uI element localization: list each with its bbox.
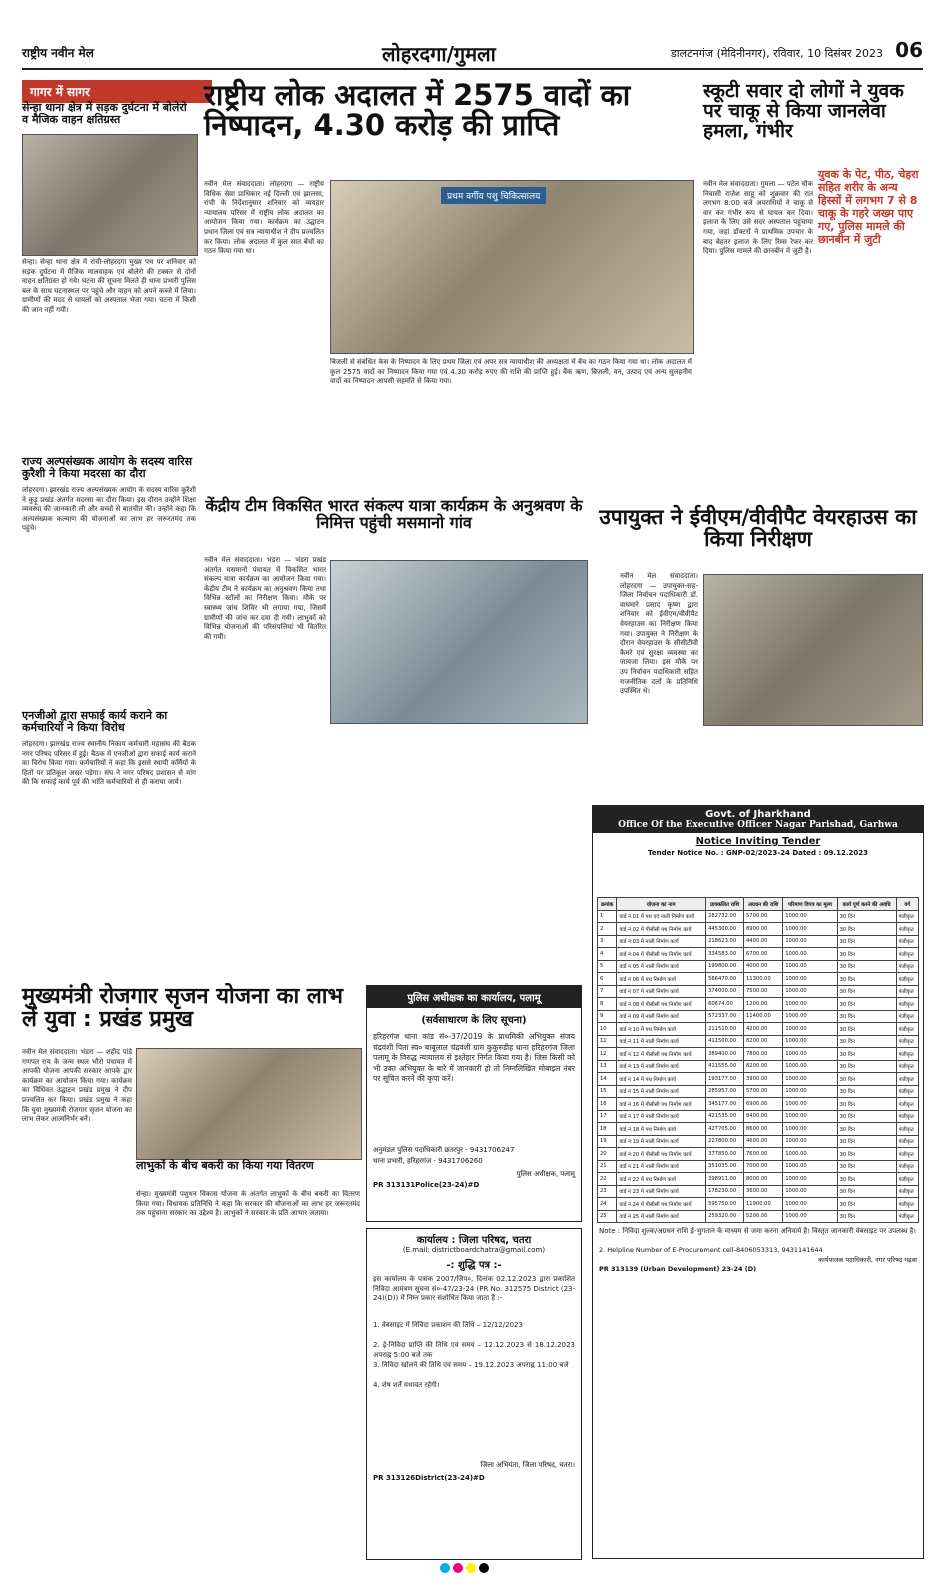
tender-office: Office Of the Executive Officer Nagar Parishad, Garhwa — [618, 820, 898, 830]
tender-cell: वार्ड नं 10 में पथ निर्माण कार्य — [617, 1023, 706, 1036]
tender-cell: 30 दिन — [837, 1160, 896, 1173]
tender-column-header: क्रमांक — [598, 898, 617, 911]
tender-cell: 6900.00 — [744, 1098, 783, 1111]
tender-row — [598, 1085, 919, 1098]
tender-row — [598, 1160, 919, 1173]
tender-cell: 227800.00 — [706, 1135, 744, 1148]
tender-cell: 595750.00 — [706, 1198, 744, 1211]
dateline: डालटनगंज (मेदिनीनगर), रविवार, 10 दिसंबर 2023 — [670, 47, 883, 60]
tender-cell: 9 — [598, 1010, 617, 1023]
tender-column-header: प्राक्कलित राशि — [706, 898, 744, 911]
tender-cell: 6 — [598, 973, 617, 986]
lok-adalat-headline: राष्ट्रीय लोक अदालत में 2575 वादों का निष्पादन, 4.30 करोड़ की प्राप्ति — [204, 78, 631, 143]
tender-cell: 22 — [598, 1173, 617, 1186]
tender-cell: 30 दिन — [837, 1123, 896, 1136]
tender-cell: वार्ड नं 06 में पथ निर्माण कार्य — [617, 973, 706, 986]
stabbing-headline: स्कूटी सवार दो लोगों ने युवक पर चाकू से किया जानलेवा हमला, गंभीर — [703, 80, 904, 142]
tender-cell: 1000.00 — [783, 1110, 837, 1123]
tender-cell: 218623.00 — [706, 935, 744, 948]
print-registration-marks — [440, 1558, 492, 1577]
tender-cell: वार्ड नं 18 में पथ निर्माण कार्य — [617, 1123, 706, 1136]
tender-cell: 1000.00 — [783, 1123, 837, 1136]
tender-cell: वार्ड नं 13 में नाली निर्माण कार्य — [617, 1060, 706, 1073]
tender-cell: वार्ड नं 16 में पीसीसी पथ निर्माण कार्य — [617, 1098, 706, 1111]
tender-number: Tender Notice No. : GNP-02/2023-24 Dated : 09.12.2023 — [648, 849, 868, 857]
section-title: गागर में सागर — [22, 80, 212, 103]
tender-cell: पंजीकृत — [896, 1210, 918, 1223]
tender-cell: 4600.00 — [744, 1135, 783, 1148]
zila-notice-subtitle: -: शुद्धि पत्र :- — [446, 1260, 502, 1271]
tender-cell: 30 दिन — [837, 1185, 896, 1198]
tender-cell: 8200.00 — [744, 1060, 783, 1073]
tender-cell: 1000.00 — [783, 985, 837, 998]
zila-item: 2. ई-निविदा प्राप्ति की तिथि एवं समय – 12.12.2023 से 18.12.2023 अपराह्न 5:00 बजे तक — [373, 1341, 575, 1359]
zila-item: 3. निविदा खोलने की तिथि एवं समय – 19.12.2023 अपराह्न 11:00 बजे — [373, 1361, 569, 1369]
tender-cell: पंजीकृत — [896, 985, 918, 998]
tender-cell: पंजीकृत — [896, 1060, 918, 1073]
tender-cell: 30 दिन — [837, 1173, 896, 1186]
tender-cell: 11400.00 — [744, 1010, 783, 1023]
tender-row — [598, 1048, 919, 1061]
tender-cell: 1000.00 — [783, 1035, 837, 1048]
tender-cell: पंजीकृत — [896, 935, 918, 948]
tender-row — [598, 1148, 919, 1161]
tender-cell: पंजीकृत — [896, 1110, 918, 1123]
tender-row — [598, 923, 919, 936]
section-name: लोहरदगा/गुमला — [382, 42, 496, 66]
tender-cell: 30 दिन — [837, 1210, 896, 1223]
tender-cell: 13 — [598, 1060, 617, 1073]
tender-cell: 5700.00 — [744, 1085, 783, 1098]
tender-cell: 3600.00 — [744, 1185, 783, 1198]
tender-cell: वार्ड नं 17 में नाली निर्माण कार्य — [617, 1110, 706, 1123]
tender-row — [598, 1210, 919, 1223]
tender-cell: 1000.00 — [783, 1173, 837, 1186]
clinic-banner: प्रथम वर्गीय पशु चिकित्सालय — [441, 187, 546, 204]
tender-cell: 1000.00 — [783, 960, 837, 973]
tender-cell: वार्ड नं 14 में पथ निर्माण कार्य — [617, 1073, 706, 1086]
tender-cell: 14 — [598, 1073, 617, 1086]
tender-cell: 5 — [598, 960, 617, 973]
tender-cell: 1000.00 — [783, 1148, 837, 1161]
tender-cell: 8 — [598, 998, 617, 1011]
cm-scheme-body: नवीन मेल संवाददाता। भंडरा — शहीद पांडे गणपत राय के जन्म स्थल भौरो पंचायत में आपकी योजना आपकी सरकार आपके द्वार कार्यक्रम का आयोजन किया गया। कार्यक्रम का विधिवत उद्घाटन प्रखंड प्रमुख ने दीप प्रज्वलित कर किया। प्रखंड प्रमुख ने कहा कि युवा मुख्यमंत्री रोजगार सृजन योजना का लाभ लेकर आत्मनिर्भर बनें। — [22, 1048, 132, 1124]
tender-cell: 7 — [598, 985, 617, 998]
tender-cell: पंजीकृत — [896, 998, 918, 1011]
tender-row — [598, 910, 919, 923]
tender-cell: 17 — [598, 1110, 617, 1123]
story3-headline: एनजीओ द्वारा सफाई कार्य कराने का कर्मचारियों ने किया विरोध — [22, 709, 168, 734]
accident-photo — [22, 134, 198, 256]
tender-cell: 30 दिन — [837, 1098, 896, 1111]
evm-headline: उपायुक्त ने ईवीएम/वीवीपैट वेयरहाउस का किया निरीक्षण — [599, 505, 917, 552]
tender-cell: पंजीकृत — [896, 1123, 918, 1136]
tender-cell: 11 — [598, 1035, 617, 1048]
tender-cell: 1000.00 — [783, 1185, 837, 1198]
tender-header — [593, 806, 923, 833]
tender-cell: 411555.00 — [706, 1060, 744, 1073]
tender-cell: 30 दिन — [837, 1010, 896, 1023]
tender-row — [598, 948, 919, 961]
stabbing-body: नवीन मेल संवाददाता। गुमला — पटेल चौक निवासी राजेश साहू को शुक्रवार की रात लगभग 8:00 बजे अपराधियों ने चाकू से वार कर गंभीर रूप से घायल कर दिया। इलाज के लिए उसे सदर अस्पताल पहुंचाया गया, जहां डॉक्टरों ने प्राथमिक उपचार के बाद बेहतर इलाज के लिए रिम्स रेफर कर दिया। पुलिस मामले की छानबीन में जुटी है। — [703, 180, 813, 256]
lok-adalat-body-2: बिजली से संबंधित केस के निष्पादन के लिए प्रथम जिला एवं अपर सत्र न्यायाधीश की अध्यक्षता में बेंच का गठन किया गया था। लोक अदालत में कुल 2575 वादों का निष्पादन किया गया एवं 4.30 करोड़ रुपए की राशि की प्राप्ति हुई। बैंक ऋण, बिजली, वन, उत्पाद एवं अन्य सुलहनीय वादों का निष्पादन आपसी सहमति से किया गया। — [330, 358, 692, 386]
tender-cell: 199800.00 — [706, 960, 744, 973]
tender-cell: 21 — [598, 1160, 617, 1173]
tender-cell: 3 — [598, 935, 617, 948]
tender-gov: Govt. of Jharkhand — [705, 809, 811, 820]
tender-column-header: योजना का नाम — [617, 898, 706, 911]
tender-cell: वार्ड नं 05 में नाली निर्माण कार्य — [617, 960, 706, 973]
zila-signature: जिला अभियंता, जिला परिषद, चतरा। — [480, 1461, 575, 1469]
tender-row — [598, 960, 919, 973]
tender-body — [598, 910, 919, 1223]
tender-cell: 15 — [598, 1085, 617, 1098]
tender-cell: 389400.00 — [706, 1048, 744, 1061]
tender-row — [598, 1135, 919, 1148]
tender-cell: 1000.00 — [783, 998, 837, 1011]
tender-cell: 30 दिन — [837, 1035, 896, 1048]
tender-cell: 11900.00 — [744, 1198, 783, 1211]
goat-headline: लाभुकों के बीच बकरी का किया गया वितरण — [136, 1159, 314, 1172]
page-number: 06 — [895, 38, 923, 62]
tender-cell: पंजीकृत — [896, 973, 918, 986]
police-contact-2: थाना प्रभारी, हरिहरगंज - 9431706260 — [373, 1157, 483, 1165]
tender-cell: 1000.00 — [783, 973, 837, 986]
tender-cell: पंजीकृत — [896, 1160, 918, 1173]
tender-cell: पंजीकृत — [896, 1085, 918, 1098]
tender-cell: 10 — [598, 1023, 617, 1036]
tender-pr: PR 313139 (Urban Development) 23-24 (D) — [599, 1265, 757, 1273]
tender-cell: 8900.00 — [744, 923, 783, 936]
tender-cell: 30 दिन — [837, 948, 896, 961]
tender-row — [598, 1185, 919, 1198]
tender-cell: वार्ड नं 11 में नाली निर्माण कार्य — [617, 1035, 706, 1048]
tender-cell: पंजीकृत — [896, 1073, 918, 1086]
tender-row — [598, 973, 919, 986]
tender-cell: 8200.00 — [744, 1035, 783, 1048]
tender-cell: 1000.00 — [783, 1160, 837, 1173]
tender-cell: 30 दिन — [837, 1085, 896, 1098]
tender-cell: 18 — [598, 1123, 617, 1136]
tender-cell: 20 — [598, 1148, 617, 1161]
tender-cell: 427705.00 — [706, 1123, 744, 1136]
tender-cell: वार्ड नं 20 में पीसीसी पथ निर्माण कार्य — [617, 1148, 706, 1161]
tender-title: Notice Inviting Tender — [695, 836, 821, 847]
tender-cell: 1000.00 — [783, 910, 837, 923]
tender-cell: 1000.00 — [783, 1098, 837, 1111]
police-pr: PR 313131Police(23-24)#D — [373, 1181, 480, 1189]
tender-cell: 1000.00 — [783, 1010, 837, 1023]
zila-notice — [366, 1228, 582, 1560]
tender-cell: 30 दिन — [837, 1060, 896, 1073]
tender-cell: 193177.00 — [706, 1073, 744, 1086]
tender-cell: 1000.00 — [783, 1048, 837, 1061]
tender-cell: वार्ड नं 24 में पीसीसी पथ निर्माण कार्य — [617, 1198, 706, 1211]
tender-cell: 23 — [598, 1185, 617, 1198]
tender-row — [598, 1060, 919, 1073]
story1-body: सेन्हा। सेन्हा थाना क्षेत्र में रांची-लोहरदगा मुख्य पथ पर शनिवार को सड़क दुर्घटना में मैजिक मालवाहक एवं बोलेरो की टक्कर से दोनों वाहन क्षतिग्रस्त हो गये। घटना की सूचना मिलते ही थाना प्रभारी पुलिस बल के साथ घटनास्थल पर पहुंचे और वाहन को अपने कब्जे में लिया। ग्रामीणों की मदद से घायलों को अस्पताल भेजा गया। घटना में किसी की जान नहीं गयी। — [22, 258, 196, 314]
tender-cell: 30 दिन — [837, 960, 896, 973]
tender-row — [598, 1198, 919, 1211]
tender-cell: 11300.00 — [744, 973, 783, 986]
tender-cell: पंजीकृत — [896, 1185, 918, 1198]
tender-cell: वार्ड नं 09 में नाली निर्माण कार्य — [617, 1010, 706, 1023]
tender-cell: वार्ड नं 15 में नाली निर्माण कार्य — [617, 1085, 706, 1098]
tender-row — [598, 1010, 919, 1023]
tender-cell: पंजीकृत — [896, 960, 918, 973]
tender-cell: पंजीकृत — [896, 910, 918, 923]
tender-row — [598, 998, 919, 1011]
tender-cell: 4 — [598, 948, 617, 961]
tender-cell: पंजीकृत — [896, 1098, 918, 1111]
tender-cell: 30 दिन — [837, 998, 896, 1011]
zila-item: 1. वेबसाइट में निविदा प्रकाशन की तिथि – 12/12/2023 — [373, 1321, 523, 1329]
police-notice-body: हरिहरगंज थाना कांड सं०-37/2019 के प्राथमिकी अभियुक्त संजय चंद्रवंशी पिता स्व० बाबूलाल चंद्रवंशी ग्राम कुकुरुडीह थाना हरिहरगंज जिला पलामू के विरुद्ध न्यायालय से इश्तेहार निर्गत किया गया है। जिस किसी को भी उक्त अभियुक्त के बारे में जानकारी हो तो निम्नलिखित मोबाइल नंबर पर सूचित करने की कृपा करें। — [373, 1032, 575, 1083]
tender-cell: 3900.00 — [744, 1073, 783, 1086]
tender-cell: 566470.00 — [706, 973, 744, 986]
story3-body: लोहरदगा। झारखंड राज्य स्थानीय निकाय कर्मचारी महासंघ की बैठक नगर परिषद परिसर में हुई। बैठक में एनजीओ द्वारा सफाई कार्य कराने का विरोध किया गया। कर्मचारियों ने कहा कि इससे स्थायी कर्मियों के हितों पर प्रतिकूल असर पड़ेगा। संघ ने नगर परिषद प्रशासन से मांग की कि सफाई कार्य पूर्व की भांति कर्मचारियों से ही कराया जाये। — [22, 740, 196, 787]
tender-signature: कार्यपालक पदाधिकारी, नगर परिषद गढ़वा — [818, 1256, 917, 1264]
story2-body: लोहरदगा। झारखंड राज्य अल्पसंख्यक आयोग के सदस्य वारिस कुरैशी ने कुड़ू प्रखंड अंतर्गत मदरसा का दौरा किया। इस दौरान उन्होंने शिक्षा व्यवस्था की जानकारी ली और बच्चों से बातचीत की। उन्होंने कहा कि अल्पसंख्यक कल्याण की योजनाओं का लाभ हर जरूरतमंद तक पहुंचे। — [22, 486, 196, 533]
stabbing-callout: युवक के पेट, पीठ, चेहरा सहित शरीर के अन्य हिस्सों में लगभग 7 से 8 चाकू के गहरे जख्म पाए गए, पुलिस मामले की छानबीन में जुटी — [818, 168, 919, 246]
tender-cell: 30 दिन — [837, 1148, 896, 1161]
tender-cell: 24 — [598, 1198, 617, 1211]
tender-cell: 30 दिन — [837, 1048, 896, 1061]
tender-cell: 1000.00 — [783, 1210, 837, 1223]
cm-scheme-photo — [136, 1048, 362, 1160]
masthead — [22, 38, 923, 70]
zila-notice-body: इस कार्यालय के पत्रांक 2007/जिप०, दिनांक 02.12.2023 द्वारा प्रकाशित निविदा आमंत्रण सूचना सं०-47/23-24 (PR No. 312575 District (23-24)(D)) में निम्न प्रकार संशोधित किया जाता है :- — [373, 1275, 575, 1303]
tender-cell: वार्ड नं 07 में नाली निर्माण कार्य — [617, 985, 706, 998]
tender-cell: 25 — [598, 1210, 617, 1223]
tender-cell: 30 दिन — [837, 1135, 896, 1148]
police-notice — [366, 985, 582, 1222]
tender-cell: 374000.00 — [706, 985, 744, 998]
tender-cell: 1 — [598, 910, 617, 923]
tender-cell: 572337.00 — [706, 1010, 744, 1023]
tender-cell: 30 दिन — [837, 985, 896, 998]
tender-cell: वार्ड नं 21 में नाली निर्माण कार्य — [617, 1160, 706, 1173]
tender-cell: 398911.00 — [706, 1173, 744, 1186]
tender-cell: 4200.00 — [744, 1023, 783, 1036]
goat-body: सेन्हा। मुख्यमंत्री पशुधन विकास योजना के अंतर्गत लाभुकों के बीच बकरी का वितरण किया गया। विधायक प्रतिनिधि ने कहा कि सरकार की योजनाओं का लाभ हर जरूरतमंद तक पहुंचाना सरकार का उद्देश्य है। लाभुकों ने सरकार के प्रति आभार जताया। — [136, 1190, 360, 1218]
tender-cell: 30 दिन — [837, 1198, 896, 1211]
sankalp-photo — [330, 560, 588, 724]
zila-notice-items — [373, 1321, 575, 1401]
tender-cell: वार्ड नं 04 में पीसीसी पथ निर्माण कार्य — [617, 948, 706, 961]
tender-cell: 8600.00 — [744, 1123, 783, 1136]
police-notice-subtitle: (सर्वसाधारण के लिए सूचना) — [421, 1015, 527, 1026]
tender-cell: वार्ड नं 08 में पीसीसी पथ निर्माण कार्य — [617, 998, 706, 1011]
tender-cell: 1000.00 — [783, 1085, 837, 1098]
tender-cell: 1000.00 — [783, 935, 837, 948]
tender-cell: पंजीकृत — [896, 1173, 918, 1186]
police-notice-title: पुलिस अधीक्षक का कार्यालय, पलामू — [367, 986, 581, 1008]
police-signature: पुलिस अधीक्षक, पलामू — [516, 1170, 575, 1178]
tender-cell: वार्ड नं 23 में नाली निर्माण कार्य — [617, 1185, 706, 1198]
tender-cell: 7600.00 — [744, 1148, 783, 1161]
tender-notice — [592, 805, 924, 1559]
tender-cell: 30 दिन — [837, 935, 896, 948]
tender-cell: 16 — [598, 1098, 617, 1111]
lok-adalat-body: नवीन मेल संवाददाता। लोहरदगा — राष्ट्रीय विधिक सेवा प्राधिकार नई दिल्ली एवं झालसा, रांची के निर्देशानुसार शनिवार को व्यवहार न्यायालय परिसर में राष्ट्रीय लोक अदालत का आयोजन किया गया। कार्यक्रम का उद्घाटन प्रधान जिला एवं सत्र न्यायाधीश ने दीप प्रज्वलित कर किया। लोक अदालत में कुल सात बेंचों का गठन किया गया था। — [204, 180, 324, 256]
tender-cell: 1000.00 — [783, 1198, 837, 1211]
tender-cell: 8400.00 — [744, 1110, 783, 1123]
tender-cell: 30 दिन — [837, 973, 896, 986]
paper-name: राष्ट्रीय नवीन मेल — [22, 46, 94, 60]
tender-cell: 12 — [598, 1048, 617, 1061]
tender-cell: वार्ड नं 01 में पथ एवं नाली निर्माण कार्य — [617, 910, 706, 923]
sankalp-headline: केंद्रीय टीम विकसित भारत संकल्प यात्रा कार्यक्रम के अनुश्रवण के निमित्त पहुंची मसमानो गांव — [205, 496, 583, 532]
tender-cell: 4400.00 — [744, 935, 783, 948]
tender-cell: 60674.00 — [706, 998, 744, 1011]
tender-note: Note : निविदा शुल्क/अग्रधन राशि ई-भुगतान के माध्यम से जमा करना अनिवार्य है। विस्तृत जानकारी वेबसाइट पर उपलब्ध है। — [599, 1227, 916, 1235]
tender-cell: 334583.00 — [706, 948, 744, 961]
tender-cell: 30 दिन — [837, 1023, 896, 1036]
tender-header-row — [598, 898, 919, 911]
tender-row — [598, 1123, 919, 1136]
story1-headline: सेन्हा थाना क्षेत्र में सड़क दुर्घटना में बोलेरो व मैजिक वाहन क्षतिग्रस्त — [22, 101, 187, 126]
tender-row — [598, 935, 919, 948]
tender-column-header: परिमाण विपत्र का मूल्य — [783, 898, 837, 911]
tender-cell: वार्ड नं 03 में नाली निर्माण कार्य — [617, 935, 706, 948]
tender-cell: 1000.00 — [783, 1060, 837, 1073]
tender-cell: 30 दिन — [837, 1110, 896, 1123]
tender-cell: 1000.00 — [783, 948, 837, 961]
tender-cell: पंजीकृत — [896, 1048, 918, 1061]
tender-cell: 1000.00 — [783, 923, 837, 936]
tender-cell: 5200.00 — [744, 1210, 783, 1223]
tender-column-header: अग्रधन की राशि — [744, 898, 783, 911]
tender-cell: वार्ड नं 19 में नाली निर्माण कार्य — [617, 1135, 706, 1148]
tender-cell: 7000.00 — [744, 1160, 783, 1173]
tender-row — [598, 1035, 919, 1048]
tender-cell: वार्ड नं 25 में नाली निर्माण कार्य — [617, 1210, 706, 1223]
tender-cell: 5700.00 — [744, 910, 783, 923]
tender-table — [597, 897, 919, 1223]
tender-cell: 411500.00 — [706, 1035, 744, 1048]
tender-cell: पंजीकृत — [896, 1035, 918, 1048]
tender-cell: 7500.00 — [744, 985, 783, 998]
tender-table-wrap — [597, 897, 919, 1223]
tender-cell: 7800.00 — [744, 1048, 783, 1061]
zila-notice-title: कार्यालय : जिला परिषद, चतरा — [416, 1235, 532, 1246]
tender-cell: वार्ड नं 22 में पथ निर्माण कार्य — [617, 1173, 706, 1186]
tender-cell: 285957.00 — [706, 1085, 744, 1098]
lok-adalat-photo — [330, 180, 694, 354]
tender-helpline: 2. Helpline Number of E-Procurement cell-8406053313, 9431141644 — [599, 1246, 823, 1254]
tender-cell: वार्ड नं 12 में पीसीसी पथ निर्माण कार्य — [617, 1048, 706, 1061]
evm-body: नवीन मेल संवाददाता। लोहरदगा — उपायुक्त-सह-जिला निर्वाचन पदाधिकारी डॉ. वाघमारे प्रसाद कृष्ण द्वारा शनिवार को ईवीएम/वीवीपैट वेयरहाउस का निरीक्षण किया गया। उपायुक्त ने निरीक्षण के दौरान वेयरहाउस के सीसीटीवी कैमरे एवं सुरक्षा व्यवस्था का जायजा लिया। इस मौके पर उप निर्वाचन पदाधिकारी सहित राजनीतिक दलों के प्रतिनिधि उपस्थित थे। — [620, 572, 698, 696]
tender-cell: 30 दिन — [837, 910, 896, 923]
tender-cell: पंजीकृत — [896, 1148, 918, 1161]
tender-cell: 1000.00 — [783, 1073, 837, 1086]
story2-headline: राज्य अल्पसंख्यक आयोग के सदस्य वारिस कुरैशी ने किया मदरसा का दौरा — [22, 455, 193, 480]
zila-item: 4. शेष शर्तें यथावत रहेंगी। — [373, 1381, 440, 1389]
tender-row — [598, 985, 919, 998]
tender-cell: 351035.00 — [706, 1160, 744, 1173]
tender-cell: 421535.00 — [706, 1110, 744, 1123]
tender-cell: 445300.00 — [706, 923, 744, 936]
evm-photo — [703, 574, 923, 726]
tender-cell: पंजीकृत — [896, 1010, 918, 1023]
tender-row — [598, 1023, 919, 1036]
cm-scheme-headline: मुख्यमंत्री रोजगार सृजन योजना का लाभ लें युवा : प्रखंड प्रमुख — [22, 984, 343, 1033]
tender-cell: 4000.00 — [744, 960, 783, 973]
tender-cell: पंजीकृत — [896, 1023, 918, 1036]
tender-column-header: वर्ग — [896, 898, 918, 911]
tender-cell: 259320.00 — [706, 1210, 744, 1223]
tender-cell: 211510.00 — [706, 1023, 744, 1036]
tender-cell: पंजीकृत — [896, 1135, 918, 1148]
tender-cell: 8000.00 — [744, 1173, 783, 1186]
tender-column-header: कार्य पूर्ण करने की अवधि — [837, 898, 896, 911]
tender-row — [598, 1173, 919, 1186]
tender-cell: वार्ड नं 02 में पीसीसी पथ निर्माण कार्य — [617, 923, 706, 936]
sankalp-body: नवीन मेल संवाददाता। भंडरा — भंडरा प्रखंड अंतर्गत मसमानो पंचायत में विकसित भारत संकल्प यात्रा कार्यक्रम का आयोजन किया गया। केंद्रीय टीम ने कार्यक्रम का अनुश्रवण किया तथा विभिन्न स्टॉलों का निरीक्षण किया। मौके पर स्वास्थ्य जांच शिविर भी लगाया गया, जिसमें ग्रामीणों की जांच कर दवा दी गयी। लाभुकों को विभिन्न योजनाओं की परिसंपत्तियां भी वितरित की गयीं। — [204, 556, 326, 641]
tender-row — [598, 1110, 919, 1123]
tender-cell: 30 दिन — [837, 923, 896, 936]
tender-cell: पंजीकृत — [896, 948, 918, 961]
zila-notice-email: (E.mail: districtboardchatra@gmail.com) — [402, 1246, 546, 1254]
tender-cell: 30 दिन — [837, 1073, 896, 1086]
tender-cell: 19 — [598, 1135, 617, 1148]
tender-row — [598, 1098, 919, 1111]
tender-cell: पंजीकृत — [896, 923, 918, 936]
tender-row — [598, 1073, 919, 1086]
tender-cell: 1000.00 — [783, 1135, 837, 1148]
tender-cell: 1200.00 — [744, 998, 783, 1011]
tender-cell: 345177.00 — [706, 1098, 744, 1111]
tender-cell: 6700.00 — [744, 948, 783, 961]
police-contact-1: अनुमंडल पुलिस पदाधिकारी छतरपुर - 9431706247 — [373, 1146, 515, 1154]
tender-cell: पंजीकृत — [896, 1198, 918, 1211]
tender-cell: 377850.00 — [706, 1148, 744, 1161]
tender-cell: 282732.00 — [706, 910, 744, 923]
zila-pr: PR 313126District(23-24)#D — [373, 1474, 485, 1482]
tender-cell: 1000.00 — [783, 1023, 837, 1036]
tender-cell: 178230.00 — [706, 1185, 744, 1198]
tender-cell: 2 — [598, 923, 617, 936]
